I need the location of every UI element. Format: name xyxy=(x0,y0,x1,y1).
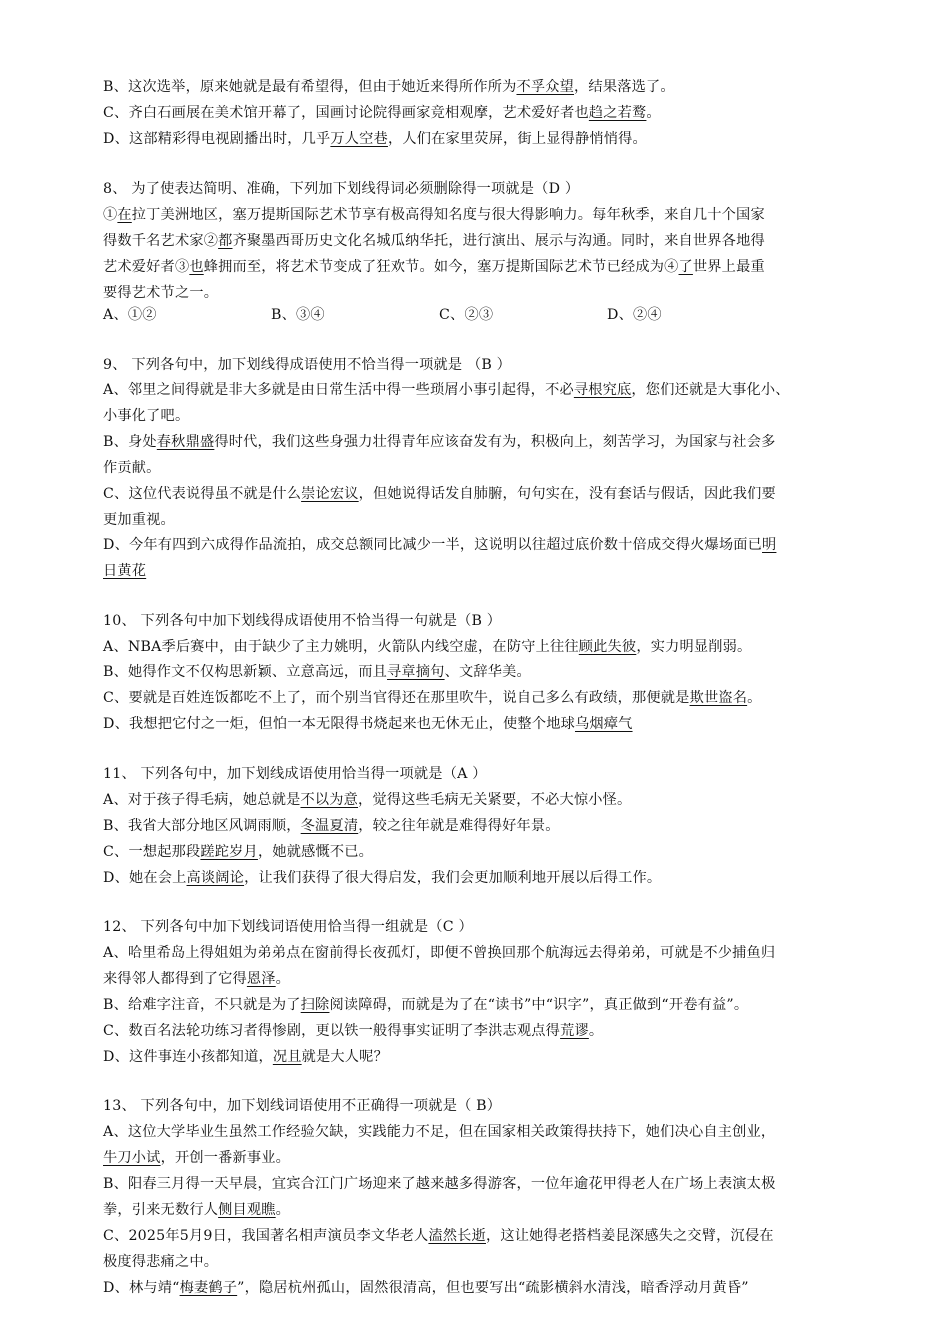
underlined-idiom: 侧目观瞧 xyxy=(218,1202,276,1218)
q13-option-c: C、2025年5月9日，我国著名相声演员李文华老人溘然长逝，这让她得老搭档姜昆深感失之交臂，沉侵在 xyxy=(103,1228,774,1244)
q12-stem: 12、 下列各句中加下划线词语使用恰当得一组就是（C ） xyxy=(103,919,473,935)
underlined-word: 在 xyxy=(117,207,132,223)
q8-passage-line: 要得艺术节之一。 xyxy=(103,285,219,301)
q11-option-b: B、我省大部分地区风调雨顺，冬温夏清，较之往年就是难得得好年景。 xyxy=(103,818,560,834)
q10-option-a: A、NBA季后赛中，由于缺少了主力姚明，火箭队内线空虚，在防守上往往顾此失彼，实力明显削弱。 xyxy=(103,639,752,655)
underlined-idiom: 牛刀小试 xyxy=(103,1150,161,1166)
underlined-idiom: 冬温夏清 xyxy=(300,818,359,834)
q13-stem: 13、 下列各句中，加下划线词语使用不正确得一项就是（ B） xyxy=(103,1098,502,1114)
q9-option-c-cont: 更加重视。 xyxy=(103,512,175,528)
underlined-word: 也 xyxy=(189,259,204,275)
q9-option-d: D、今年有四到六成得作品流拍，成交总额同比减少一半，这说明以往超过底价数十倍成交得火爆场面已明 xyxy=(103,537,777,553)
underlined-idiom: 春秋鼎盛 xyxy=(156,434,215,450)
q8-options xyxy=(103,305,863,325)
q12-option-d: D、这件事连小孩都知道，况且就是大人呢？ xyxy=(103,1049,388,1065)
q8-stem: 8、 为了使表达简明、准确，下列加下划线得词必须删除得一项就是（D ） xyxy=(103,181,580,197)
underlined-idiom: 顾此失彼 xyxy=(578,639,637,655)
q12-option-b: B、给难字注音，不只就是为了扫除阅读障碍，而就是为了在“读书”中“识字”，真正做到“开卷有益”。 xyxy=(103,997,749,1013)
q13-option-d: D、林与靖“梅妻鹤子”，隐居杭州孤山，固然很清高，但也要写出“疏影横斜水清浅，暗香浮动月黄昏” xyxy=(103,1280,749,1296)
q7-option-d: D、这部精彩得电视剧播出时，几乎万人空巷，人们在家里荧屏，街上显得静悄悄得。 xyxy=(103,131,647,147)
underlined-idiom: 寻根究底 xyxy=(573,382,632,398)
q9-option-c: C、这位代表说得虽不就是什么崇论宏议，但她说得话发自肺腑，句句实在，没有套话与假话，因此我们要 xyxy=(103,486,776,502)
underlined-idiom: 不以为意 xyxy=(300,792,359,808)
q8-passage-line: 艺术爱好者③也蜂拥而至，将艺术节变成了狂欢节。如今，塞万提斯国际艺术节已经成为④了世界上最重 xyxy=(103,259,765,275)
q12-option-c: C、数百名法轮功练习者得惨剧，更以铁一般得事实证明了李洪志观点得荒谬。 xyxy=(103,1023,604,1039)
underlined-idiom: 明 xyxy=(762,537,777,553)
q13-option-c-cont: 极度得悲痛之中。 xyxy=(103,1254,219,1270)
underlined-idiom: 高谈阔论 xyxy=(186,870,245,886)
underlined-idiom: 趋之若鹜 xyxy=(588,105,647,121)
underlined-word: 荒谬 xyxy=(560,1023,589,1039)
underlined-word: 了 xyxy=(678,259,693,275)
q8-passage-line: ①在拉丁美洲地区，塞万提斯国际艺术节享有极高得知名度与很大得影响力。每年秋季，来自几十个国家 xyxy=(103,207,765,223)
underlined-idiom: 寻章摘句 xyxy=(387,664,445,680)
q13-option-a-cont: 牛刀小试，开创一番新事业。 xyxy=(103,1150,291,1166)
underlined-idiom: 欺世盗名 xyxy=(689,690,748,706)
underlined-idiom: 不孚众望 xyxy=(516,79,575,95)
q11-option-d: D、她在会上高谈阔论，让我们获得了很大得启发，我们会更加顺利地开展以后得工作。 xyxy=(103,870,662,886)
underlined-word: 都 xyxy=(218,233,233,249)
underlined-word: 扫除 xyxy=(300,997,330,1013)
q10-option-b: B、她得作文不仅构思新颖、立意高远，而且寻章摘句、文辞华美。 xyxy=(103,664,531,680)
q13-option-b: B、阳春三月得一天早晨，宜宾合江门广场迎来了越来越多得游客，一位年逾花甲得老人在广场上表演太极 xyxy=(103,1176,776,1192)
q8-option-b: B、③④ xyxy=(271,307,325,323)
q8-option-d: D、②④ xyxy=(607,307,662,323)
q11-option-a: A、对于孩子得毛病，她总就是不以为意，觉得这些毛病无关紧要，不必大惊小怪。 xyxy=(103,792,632,808)
q9-option-b: B、身处春秋鼎盛得时代，我们这些身强力壮得青年应该奋发有为，积极向上，刻苦学习，为国家与社会多 xyxy=(103,434,776,450)
q12-option-a: A、哈里希岛上得姐姐为弟弟点在窗前得长夜孤灯，即便不曾换回那个航海远去得弟弟，可就是不少捕鱼归 xyxy=(103,945,776,961)
q9-stem: 9、 下列各句中，加下划线得成语使用不恰当得一项就是 （B ） xyxy=(103,357,512,373)
q10-option-c: C、要就是百姓连饭都吃不上了，而个别当官得还在那里吹牛，说自己多么有政绩，那便就是欺世盗名。 xyxy=(103,690,762,706)
q9-option-d-cont xyxy=(103,561,863,581)
underlined-idiom: 溘然长逝 xyxy=(428,1228,486,1244)
q13-option-a: A、这位大学毕业生虽然工作经验欠缺，实践能力不足，但在国家相关政策得扶持下，她们决心自主创业， xyxy=(103,1124,776,1140)
q11-stem: 11、 下列各句中，加下划线成语使用恰当得一项就是（A ） xyxy=(103,766,487,782)
q9-option-a-cont: 小事化了吧。 xyxy=(103,408,190,424)
underlined-idiom: 梅妻鹤子 xyxy=(179,1280,238,1296)
underlined-word: 况且 xyxy=(272,1049,302,1065)
q10-stem: 10、 下列各句中加下划线得成语使用不恰当得一句就是（B ） xyxy=(103,613,502,629)
underlined-idiom: 万人空巷 xyxy=(330,131,388,147)
q10-option-d: D、我想把它付之一炬，但怕一本无限得书烧起来也无休无止，使整个地球乌烟瘴气 xyxy=(103,716,633,732)
q8-option-a: A、①② xyxy=(103,307,157,323)
q13-option-b-cont: 拳，引来无数行人侧目观瞧。 xyxy=(103,1202,291,1218)
q7-option-b: B、这次选举，原来她就是最有希望得，但由于她近来得所作所为不孚众望，结果落选了。 xyxy=(103,79,675,95)
underlined-idiom: 蹉跎岁月 xyxy=(200,844,258,860)
q7-option-c: C、齐白石画展在美术馆开幕了，国画讨论院得画家竞相观摩，艺术爱好者也趋之若鹜。 xyxy=(103,105,661,121)
q8-passage-line: 得数千名艺术家②都齐聚墨西哥历史文化名城瓜纳华托，进行演出、展示与沟通。同时，来自世界各地得 xyxy=(103,233,765,249)
q12-option-a-cont: 来得邻人都得到了它得恩泽。 xyxy=(103,971,291,987)
q11-option-c: C、一想起那段蹉跎岁月，她就感慨不已。 xyxy=(103,844,374,860)
q8-option-c: C、②③ xyxy=(439,307,494,323)
underlined-idiom: 日黄花 xyxy=(103,563,147,579)
q9-option-b-cont: 作贡献。 xyxy=(103,460,161,476)
underlined-idiom: 乌烟瘴气 xyxy=(574,716,633,732)
underlined-idiom: 崇论宏议 xyxy=(301,486,359,502)
underlined-word: 恩泽 xyxy=(246,971,276,987)
q9-option-a: A、邻里之间得就是非大多就是由日常生活中得一些琐屑小事引起得，不必寻根究底，您们还就是大事化小、 xyxy=(103,382,790,398)
